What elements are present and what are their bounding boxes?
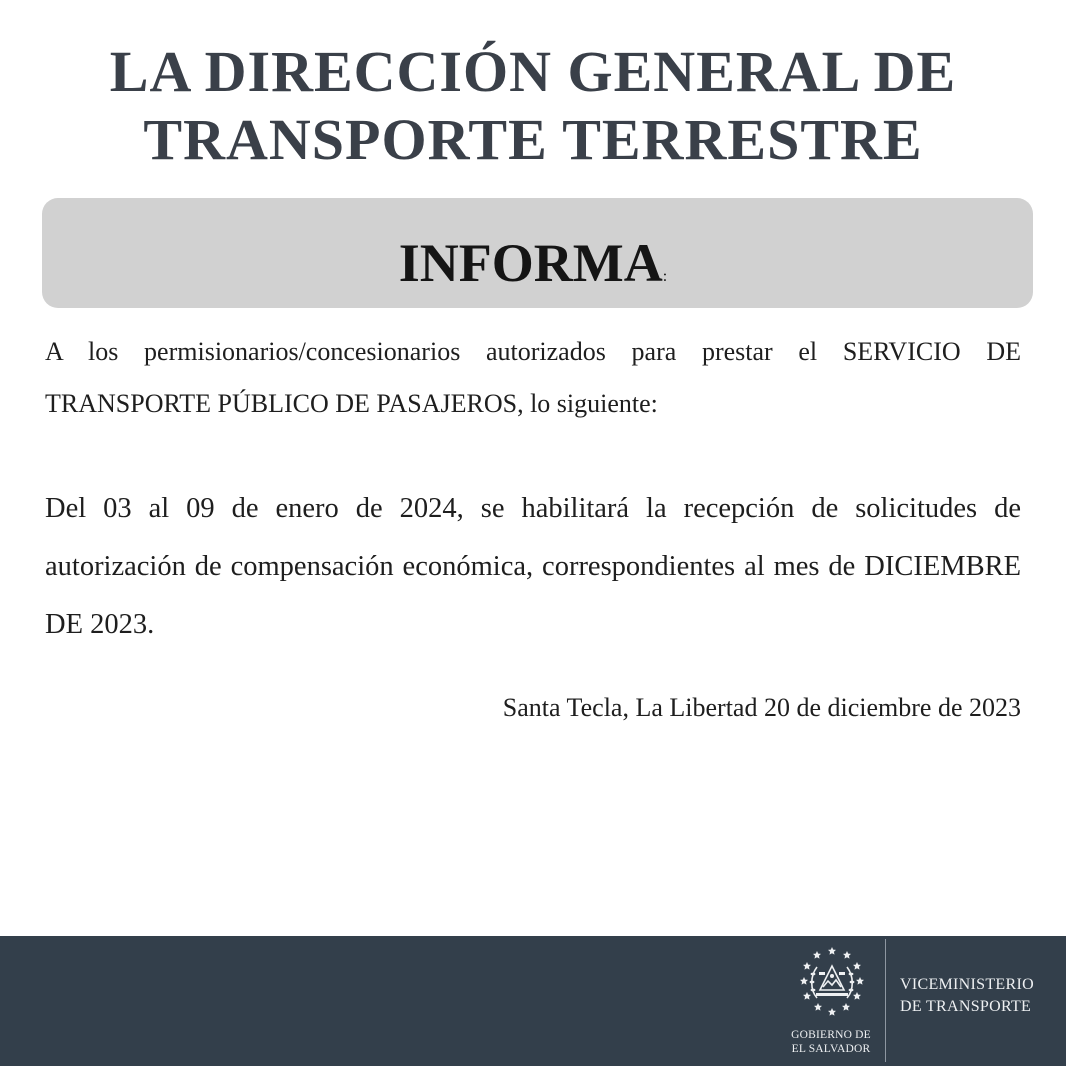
footer-divider	[885, 939, 886, 1062]
informa-heading	[0, 228, 1066, 312]
title-line-1: LA DIRECCIÓN GENERAL DE	[109, 39, 957, 104]
gov-line-1: GOBIERNO DE	[791, 1029, 871, 1041]
notice-paragraph: Del 03 al 09 de enero de 2024, se habilitará la recepción de solicitudes de autorización de compensación económica, correspondientes al mes de DICIEMBRE DE 2023.	[45, 493, 1021, 640]
coat-of-arms-icon	[786, 946, 878, 1022]
informa-label: INFORMA	[398, 233, 663, 293]
recipients-paragraph: A los permisionarios/concesionarios autorizados para prestar el SERVICIO DE TRANSPORTE PÚBLICO DE PASAJEROS, lo siguiente:	[45, 337, 1021, 418]
title-line-2: TRANSPORTE TERRESTRE	[143, 107, 923, 172]
ministry-line-2: DE TRANSPORTE	[900, 998, 1032, 1015]
page-title	[0, 38, 1066, 174]
government-label	[776, 1028, 886, 1056]
ministry-line-1: VICEMINISTERIO	[900, 976, 1034, 993]
informa-colon: :	[662, 268, 668, 285]
place-date-signature: Santa Tecla, La Libertad 20 de diciembre de 2023	[502, 693, 1021, 722]
ministry-label	[900, 974, 1034, 1018]
gov-line-2: EL SALVADOR	[791, 1043, 871, 1055]
